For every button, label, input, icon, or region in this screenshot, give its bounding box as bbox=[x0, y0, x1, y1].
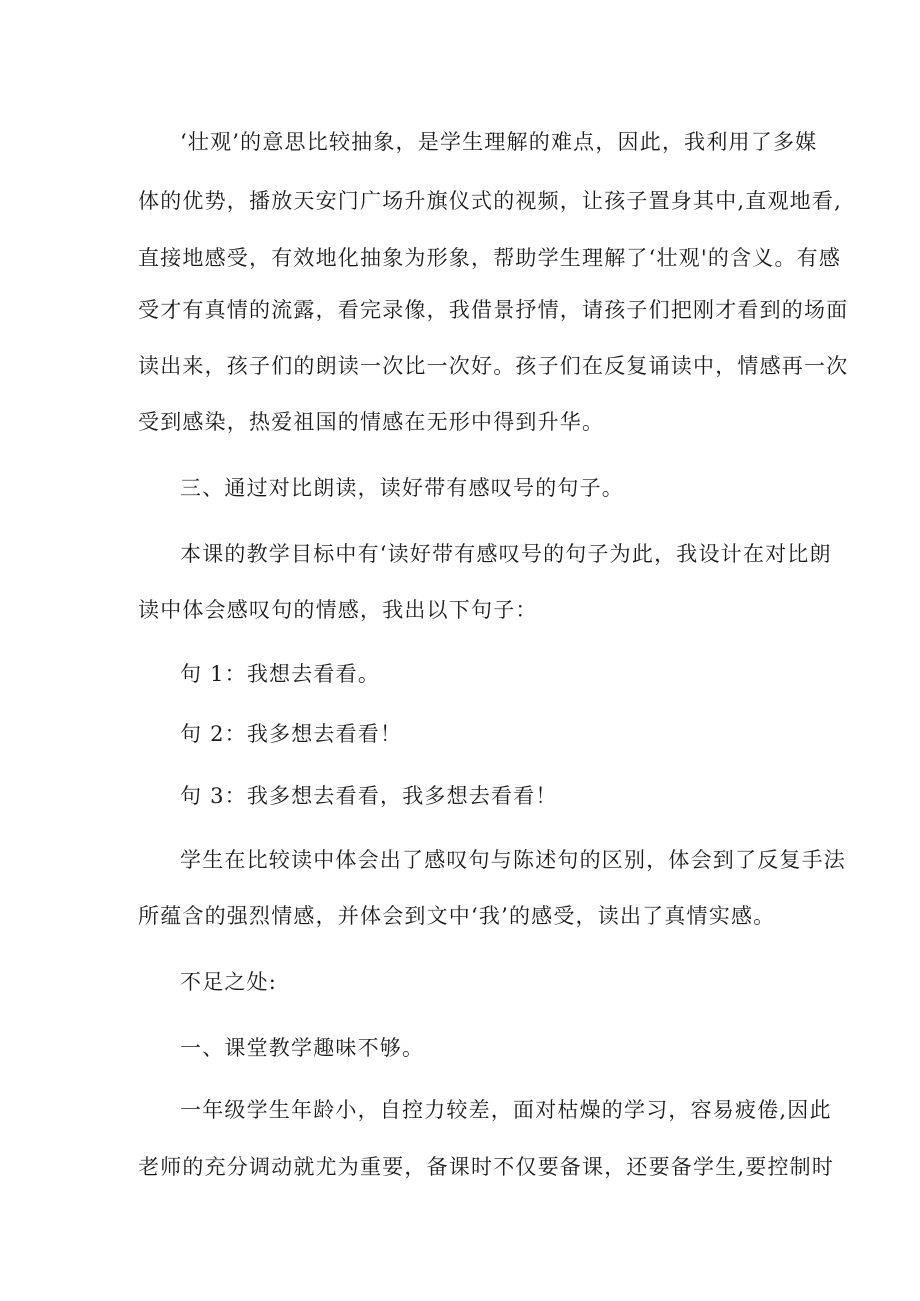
paragraph-1-line-1: ‘壮观’的意思比较抽象，是学生理解的难点，因此，我利用了多媒 bbox=[180, 130, 818, 154]
paragraph-1-line-4: 受才有真情的流露，看完录像，我借景抒情，请孩子们把刚才看到的场面 bbox=[138, 298, 849, 322]
example-sentence-3: 句 3：我多想去看看，我多想去看看！ bbox=[180, 784, 558, 808]
section-heading-3: 三、通过对比朗读，读好带有感叹号的句子。 bbox=[180, 476, 624, 500]
paragraph-1-line-3: 直接地感受，有效地化抽象为形象，帮助学生理解了‘壮观'的含义。有感 bbox=[138, 246, 842, 270]
paragraph-1-line-2: 体的优势，播放天安门广场升旗仪式的视频，让孩子置身其中,直观地看, bbox=[138, 189, 842, 213]
example-sentence-2: 句 2：我多想去看看！ bbox=[180, 722, 403, 746]
shortcomings-heading: 不足之处: bbox=[180, 970, 278, 994]
paragraph-3-line-2: 所蕴含的强烈情感，并体会到文中‘我’的感受，读出了真情实感。 bbox=[138, 904, 776, 928]
paragraph-4-line-1: 一年级学生年龄小，自控力较差，面对枯燥的学习，容易疲倦,因此 bbox=[180, 1098, 832, 1122]
paragraph-4-line-2: 老师的充分调动就尤为重要，备课时不仅要备课，还要备学生,要控制时 bbox=[138, 1155, 835, 1179]
paragraph-2-line-2: 读中体会感叹句的情感，我出以下句子： bbox=[138, 598, 538, 622]
example-sentence-1: 句 1：我想去看看。 bbox=[180, 662, 381, 686]
paragraph-1-line-6: 受到感染，热爱祖国的情感在无形中得到升华。 bbox=[138, 410, 605, 434]
paragraph-2-line-1: 本课的教学目标中有‘读好带有感叹号的句子为此，我设计在对比朗 bbox=[180, 542, 832, 566]
paragraph-1-line-5: 读出来，孩子们的朗读一次比一次好。孩子们在反复诵读中，情感再一次 bbox=[138, 354, 849, 378]
section-heading-1: 一、课堂教学趣味不够。 bbox=[180, 1036, 425, 1060]
paragraph-3-line-1: 学生在比较读中体会出了感叹句与陈述句的区别，体会到了反复手法 bbox=[180, 848, 846, 872]
